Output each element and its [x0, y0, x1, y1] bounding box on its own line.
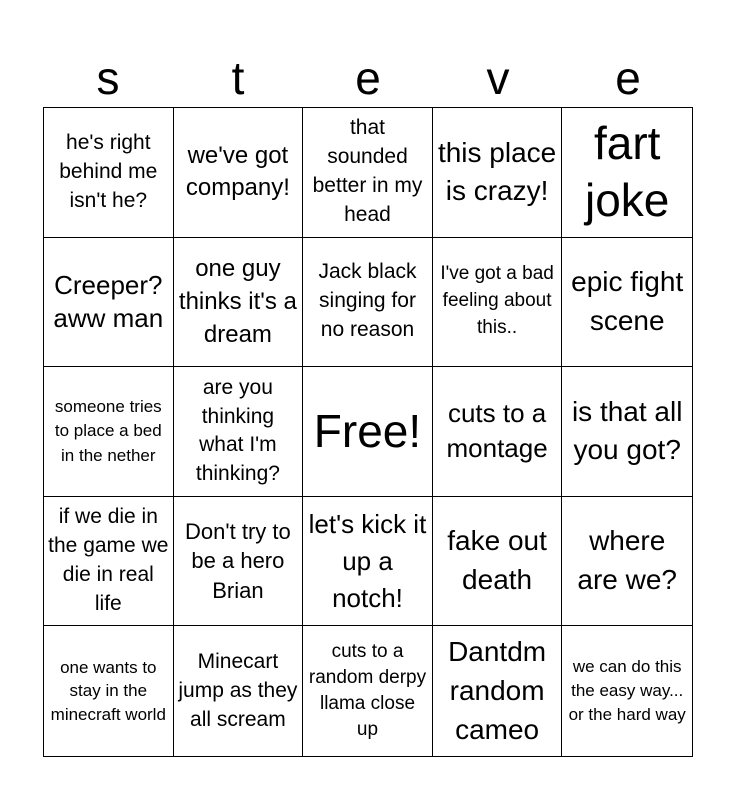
cell-text: one wants to stay in the minecraft world	[50, 658, 166, 724]
cell-text: let's kick it up a notch!	[308, 508, 427, 613]
cell-text: fart joke	[585, 116, 670, 227]
bingo-cell[interactable]	[433, 367, 563, 497]
bingo-board	[43, 107, 693, 757]
bingo-cell[interactable]	[562, 626, 692, 756]
bingo-cell[interactable]	[433, 626, 563, 756]
cell-text: Jack black singing for no reason	[318, 260, 417, 342]
cell-text: cuts to a random derpy llama close up	[308, 640, 427, 741]
bingo-cell[interactable]	[303, 108, 433, 238]
bingo-cell[interactable]	[174, 367, 304, 497]
bingo-cell[interactable]	[174, 626, 304, 756]
cell-text: where are we?	[577, 525, 677, 596]
cell-text: epic fight scene	[571, 266, 684, 336]
header-letter: s	[96, 52, 120, 104]
bingo-cell[interactable]	[44, 108, 174, 238]
cell-text: we can do this the easy way... or the hard way	[568, 657, 686, 725]
bingo-cell[interactable]	[44, 367, 174, 497]
bingo-cell[interactable]	[562, 108, 692, 238]
header-letter: e	[615, 52, 641, 104]
bingo-cell[interactable]	[44, 238, 174, 368]
cell-text: this place is crazy!	[437, 136, 557, 207]
cell-text: Minecart jump as they all scream	[178, 649, 298, 731]
cell-text: Free!	[313, 404, 422, 457]
bingo-cell[interactable]	[174, 238, 304, 368]
bingo-cell[interactable]	[433, 108, 563, 238]
header-letter: v	[486, 52, 510, 104]
bingo-cell[interactable]	[44, 497, 174, 627]
free-space-cell[interactable]	[303, 367, 433, 497]
cell-text: I've got a bad feeling about this..	[440, 263, 554, 339]
cell-text: Don't try to be a hero Brian	[185, 518, 291, 603]
bingo-cell[interactable]	[562, 367, 692, 497]
cell-text: someone tries to place a bed in the nether	[54, 397, 162, 465]
bingo-cell[interactable]	[433, 497, 563, 627]
bingo-cell[interactable]	[303, 626, 433, 756]
cell-text: he's right behind me isn't he?	[59, 130, 158, 212]
cell-text: Dantdm random cameo	[448, 636, 547, 745]
bingo-cell[interactable]	[303, 238, 433, 368]
cell-text: are you thinking what I'm thinking?	[195, 375, 280, 486]
bingo-header	[43, 52, 693, 104]
cell-text: cuts to a montage	[446, 398, 548, 464]
bingo-cell[interactable]	[562, 238, 692, 368]
cell-text: fake out death	[447, 525, 547, 596]
bingo-cell[interactable]	[303, 497, 433, 627]
bingo-cell[interactable]	[562, 497, 692, 627]
cell-text: is that all you got?	[571, 395, 683, 466]
header-letter: e	[355, 52, 381, 104]
cell-text: that sounded better in my head	[312, 116, 423, 227]
bingo-cell[interactable]	[433, 238, 563, 368]
bingo-cell[interactable]	[44, 626, 174, 756]
cell-text: one guy thinks it's a dream	[178, 255, 297, 349]
header-letter: t	[231, 52, 245, 104]
bingo-cell[interactable]	[174, 108, 304, 238]
cell-text: if we die in the game we die in real life	[48, 505, 169, 616]
cell-text: we've got company!	[185, 141, 290, 202]
cell-text: Creeper? aww man	[53, 269, 164, 333]
bingo-cell[interactable]	[174, 497, 304, 627]
